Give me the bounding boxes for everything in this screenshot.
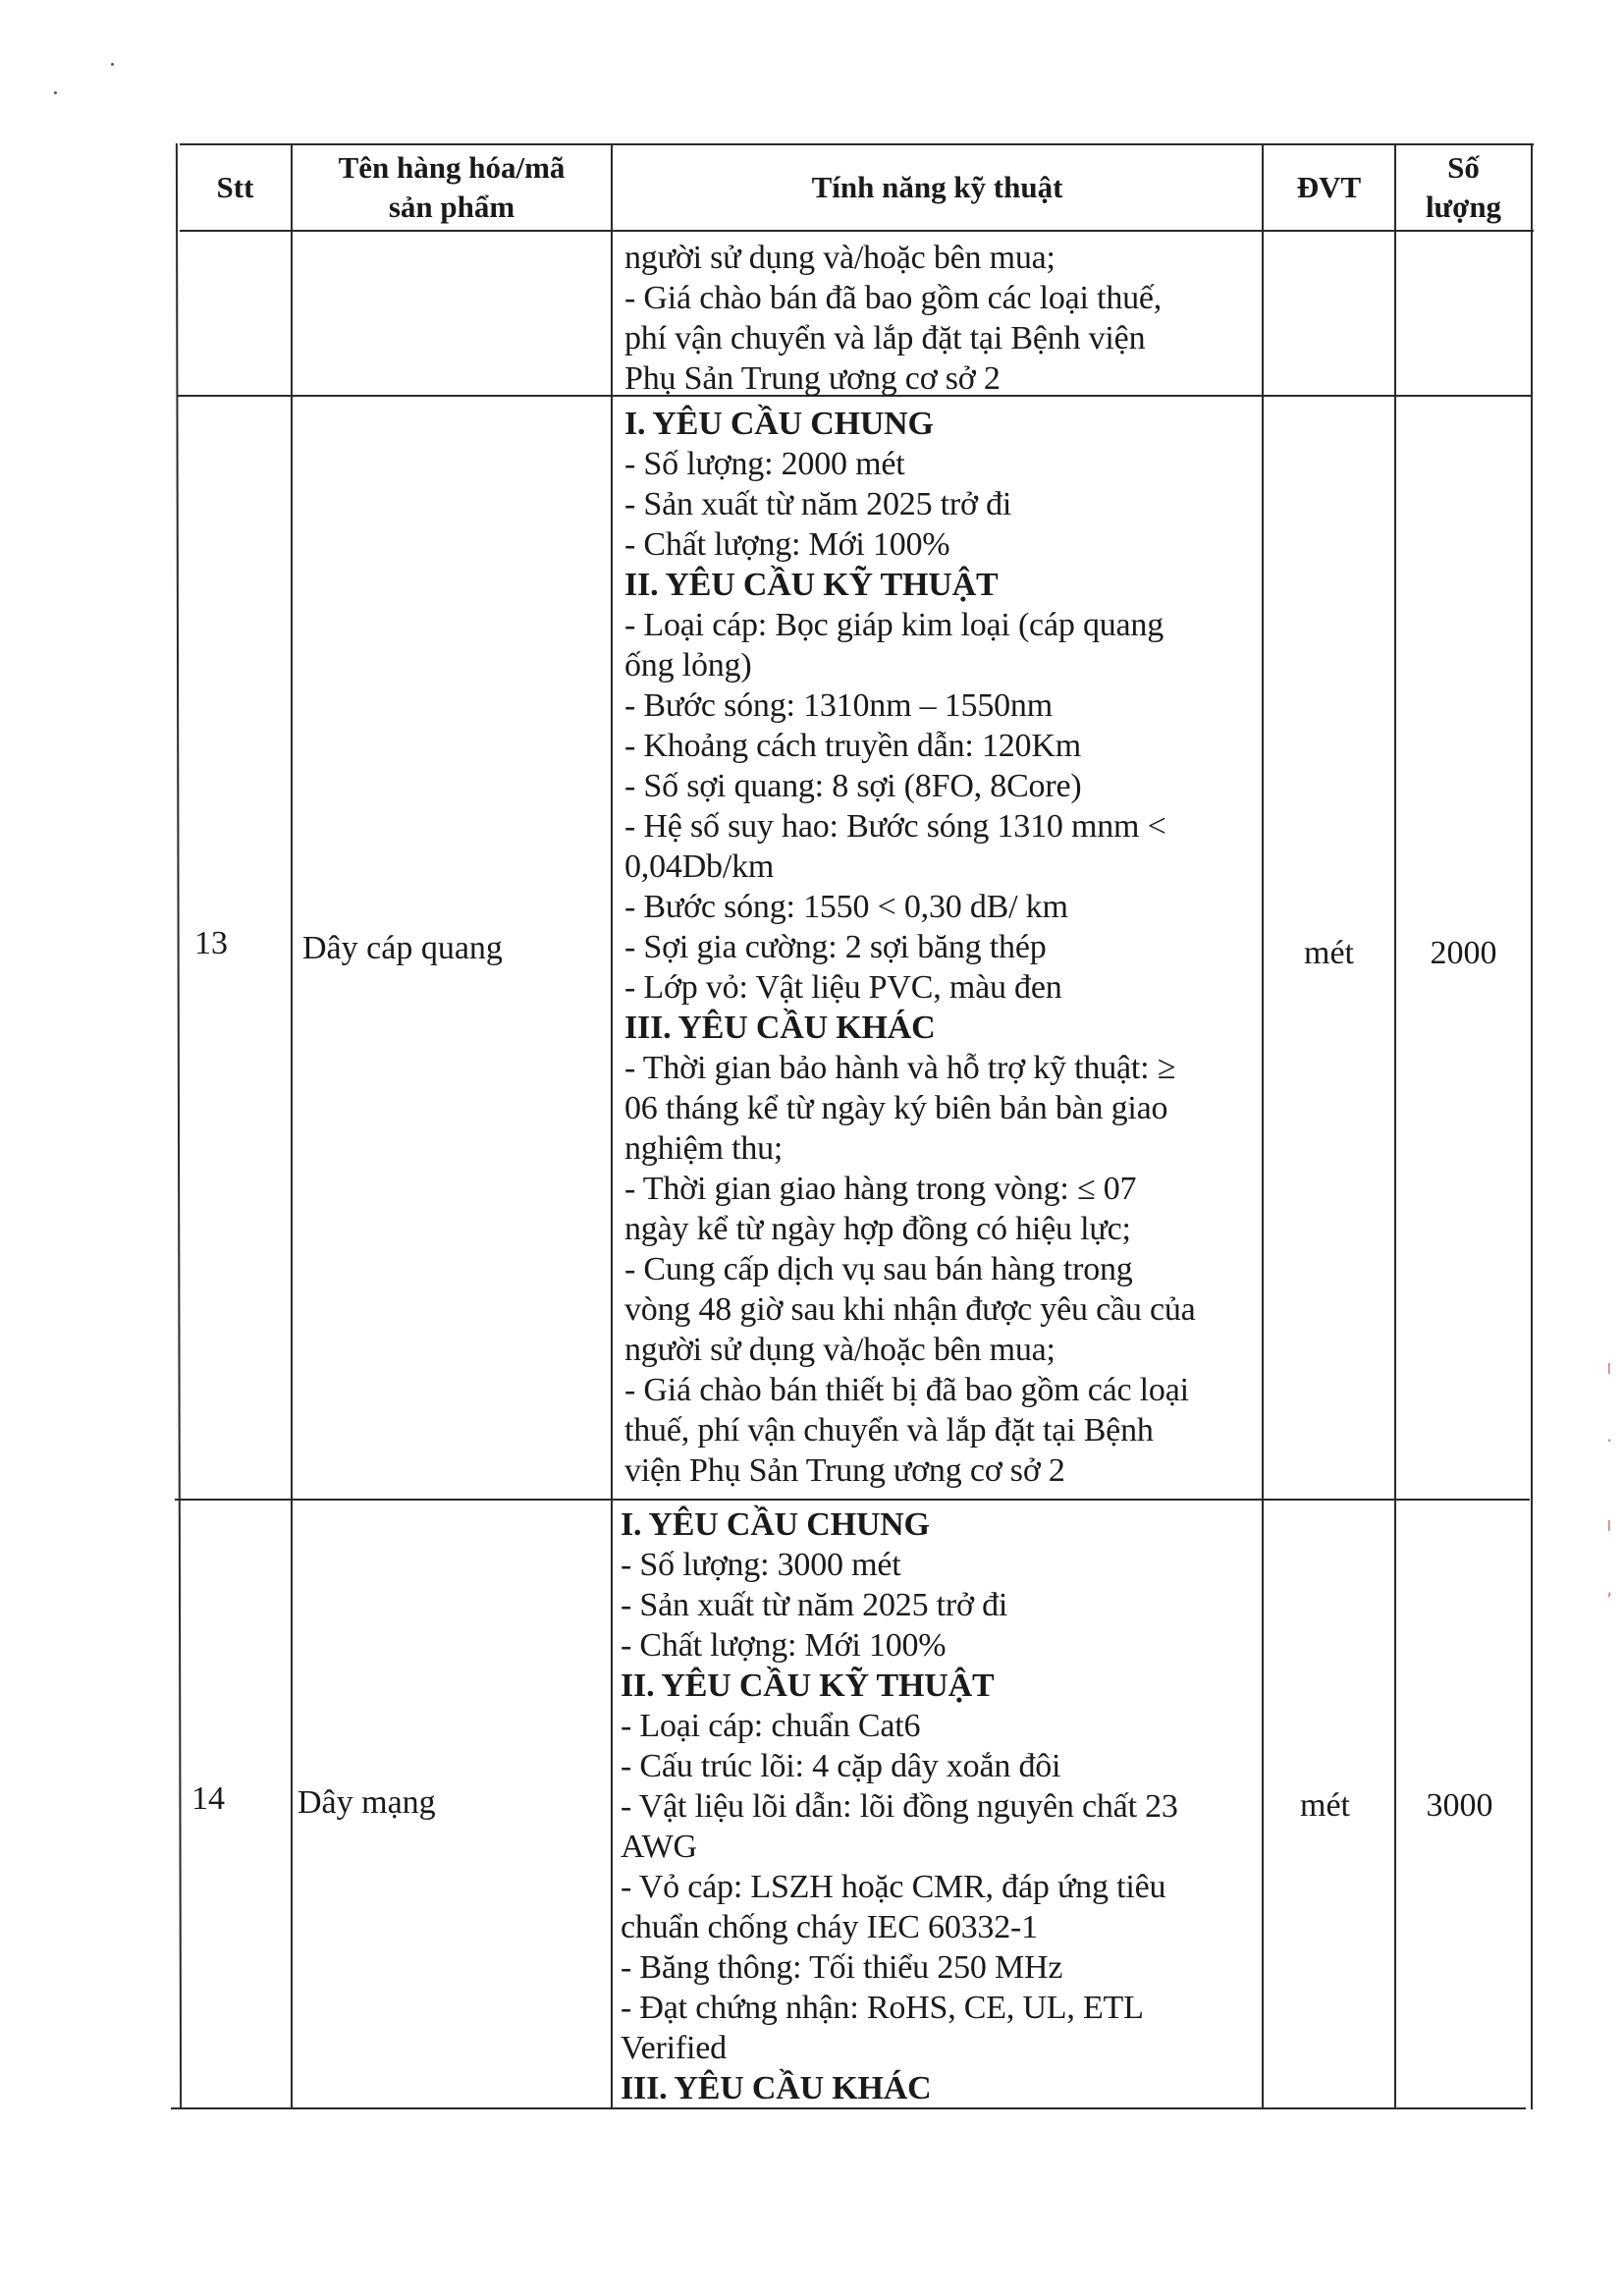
spec-line: - Cung cấp dịch vụ sau bán hàng trong: [624, 1251, 1133, 1287]
margin-mark: ·: [1606, 1429, 1613, 1452]
spec-line: - Đạt chứng nhận: RoHS, CE, UL, ETL: [621, 1990, 1144, 2026]
col-divider: [291, 143, 293, 2109]
spec-line: - Loại cáp: chuẩn Cat6: [621, 1708, 921, 1744]
spec-line: - Số sợi quang: 8 sợi (8FO, 8Core): [624, 768, 1082, 804]
spec-line: - Vỏ cáp: LSZH hoặc CMR, đáp ứng tiêu: [621, 1869, 1166, 1905]
header-product-name: [293, 145, 611, 230]
spec-line: - Khoảng cách truyền dẫn: 120Km: [624, 728, 1081, 764]
row-14-specs: [609, 1504, 1257, 2108]
spec-line: - Vật liệu lõi dẫn: lõi đồng nguyên chất 23: [621, 1788, 1178, 1825]
spec-line: - Cấu trúc lõi: 4 cặp dây xoắn đôi: [621, 1748, 1061, 1784]
spec-line: ngày kể từ ngày hợp đồng có hiệu lực;: [624, 1211, 1131, 1247]
table-border-right: [1531, 143, 1533, 2109]
spec-line: - Sản xuất từ năm 2025 trở đi: [621, 1587, 1008, 1623]
spec-line: người sử dụng và/hoặc bên mua;: [624, 240, 1056, 276]
spec-line: 0,04Db/km: [624, 848, 775, 885]
spec-line: Phụ Sản Trung ương cơ sở 2: [624, 360, 1001, 397]
spec-line: chuẩn chống cháy IEC 60332-1: [621, 1909, 1038, 1945]
spec-heading: II. YÊU CẦU KỸ THUẬT: [621, 1667, 995, 1704]
spec-line: - Hệ số suy hao: Bước sóng 1310 mnm <: [624, 808, 1166, 845]
row-14-quantity: [1392, 1785, 1527, 1827]
header-quantity-line1: Số: [1447, 150, 1480, 185]
header-specs-label: Tính năng kỹ thuật: [811, 170, 1063, 204]
spec-heading: I. YÊU CẦU CHUNG: [624, 406, 934, 442]
row-13-specs: [613, 404, 1261, 1491]
spec-line: - Số lượng: 2000 mét: [624, 446, 905, 482]
header-quantity-line2: lượng: [1425, 190, 1502, 224]
spec-line: - Số lượng: 3000 mét: [621, 1547, 901, 1583]
spec-line: viện Phụ Sản Trung ương cơ sở 2: [624, 1452, 1065, 1489]
margin-mark: ,: [1606, 1576, 1613, 1600]
scan-speck: [54, 91, 57, 94]
spec-line: vòng 48 giờ sau khi nhận được yêu cầu của: [624, 1291, 1196, 1328]
spec-line: phí vận chuyển và lắp đặt tại Bệnh viện: [624, 320, 1146, 356]
spec-line: nghiệm thu;: [624, 1130, 784, 1167]
spec-line: 06 tháng kể từ ngày ký biên bản bàn giao: [624, 1090, 1168, 1126]
spec-line: AWG: [621, 1829, 697, 1865]
table-border-left: [176, 143, 182, 2109]
unit-value: mét: [1304, 935, 1354, 971]
unit-value: mét: [1300, 1787, 1350, 1824]
spec-line: - Loại cáp: Bọc giáp kim loại (cáp quang: [624, 607, 1164, 643]
spec-line: ống lỏng): [624, 647, 752, 683]
spec-line: - Bước sóng: 1310nm – 1550nm: [624, 687, 1053, 724]
row-13-product-name: [302, 928, 503, 969]
spec-line: - Lớp vỏ: Vật liệu PVC, màu đen: [624, 969, 1062, 1006]
header-unit-label: ĐVT: [1296, 170, 1362, 204]
product-name-value: Dây cáp quang: [302, 930, 503, 966]
spec-line: - Thời gian giao hàng trong vòng: ≤ 07: [624, 1171, 1137, 1207]
spec-line: - Sản xuất từ năm 2025 trở đi: [624, 486, 1012, 522]
row-14-unit: [1260, 1785, 1390, 1827]
header-stt-label: Stt: [216, 170, 254, 204]
row-divider: [175, 1499, 1530, 1501]
continuation-specs: [613, 238, 1261, 399]
spec-line: - Giá chào bán đã bao gồm các loại thuế,: [624, 280, 1163, 316]
header-divider: [180, 230, 1534, 232]
row-13-quantity: [1396, 933, 1531, 974]
margin-mark: ı: [1606, 1355, 1612, 1379]
spec-line: - Giá chào bán thiết bị đã bao gồm các loại: [624, 1372, 1189, 1408]
row-13-unit: [1264, 933, 1394, 974]
stt-value: 13: [194, 925, 228, 961]
spec-line: - Sợi gia cường: 2 sợi băng thép: [624, 929, 1047, 965]
spec-line: - Thời gian bảo hành và hỗ trợ kỹ thuật: ≥: [624, 1050, 1176, 1086]
header-product-name-line2: sản phẩm: [388, 190, 515, 224]
row-14-product-name: [298, 1782, 436, 1824]
spec-line: Verified: [621, 2030, 727, 2066]
header-quantity: [1396, 145, 1531, 230]
quantity-value: 2000: [1430, 935, 1497, 971]
spec-line: - Chất lượng: Mới 100%: [624, 526, 950, 563]
row-14-stt: [191, 1778, 225, 1820]
spec-line: - Chất lượng: Mới 100%: [621, 1627, 947, 1664]
spec-heading: II. YÊU CẦU KỸ THUẬT: [624, 567, 999, 603]
header-stt: [180, 145, 291, 230]
spec-line: - Băng thông: Tối thiểu 250 MHz: [621, 1949, 1063, 1986]
quantity-value: 3000: [1426, 1787, 1493, 1824]
spec-heading: III. YÊU CẦU KHÁC: [624, 1010, 936, 1046]
spec-line: người sử dụng và/hoặc bên mua;: [624, 1332, 1056, 1368]
header-specs: [613, 145, 1262, 230]
spec-heading: III. YÊU CẦU KHÁC: [621, 2070, 932, 2106]
product-name-value: Dây mạng: [298, 1784, 436, 1821]
margin-mark: ı: [1606, 1512, 1612, 1536]
scan-speck: [111, 63, 114, 66]
spec-line: - Bước sóng: 1550 < 0,30 dB/ km: [624, 889, 1068, 925]
stt-value: 14: [191, 1780, 225, 1817]
header-unit: [1264, 145, 1394, 230]
header-product-name-line1: Tên hàng hóa/mã: [338, 150, 566, 185]
spec-line: thuế, phí vận chuyển và lắp đặt tại Bệnh: [624, 1412, 1154, 1449]
spec-heading: I. YÊU CẦU CHUNG: [621, 1506, 930, 1543]
row-13-stt: [194, 923, 228, 964]
